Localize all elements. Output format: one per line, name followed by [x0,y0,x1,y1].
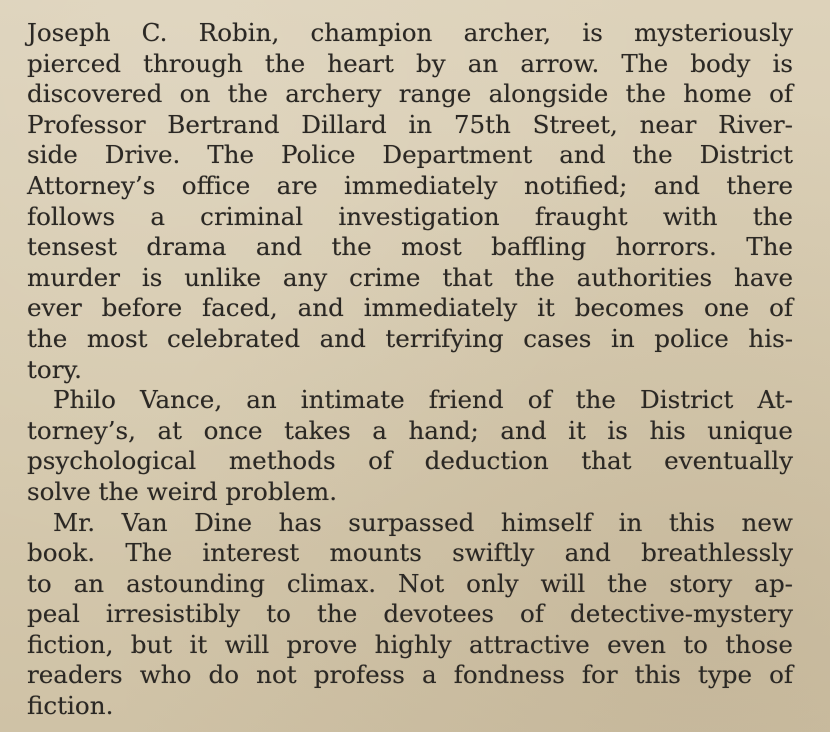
text-line: psychological methods of deduction that eventually [27,446,793,476]
text-line: tory. [27,354,82,384]
text-line: Professor Bertrand Dillard in 75th Street, near River- [27,109,793,139]
text-line: to an astounding climax. Not only will the story ap- [27,568,793,598]
text-line: readers who do not profess a fondness for this type of [27,660,793,690]
text-line: fiction, but it will prove highly attractive even to those [27,629,793,659]
text-line: book. The interest mounts swiftly and breathlessly [27,538,793,568]
text-line: pierced through the heart by an arrow. The body is [27,48,793,78]
text-line: ever before faced, and immediately it becomes one of [27,293,793,323]
text-line: murder is unlike any crime that the authorities have [27,262,793,292]
book-blurb-text [27,18,793,722]
text-line: Mr. Van Dine has surpassed himself in this new [53,507,793,537]
paragraph-1 [27,18,793,385]
text-line: Attorney’s office are immediately notified; and there [27,170,793,200]
paragraph-3 [27,508,793,722]
text-line: side Drive. The Police Department and the District [27,140,793,170]
text-line: fiction. [27,691,114,721]
text-line: solve the weird problem. [27,476,338,506]
text-line: peal irresistibly to the devotees of detective-mystery [27,599,793,629]
text-line: the most celebrated and terrifying cases in police his- [27,323,793,353]
text-line: Philo Vance, an intimate friend of the District At- [53,385,793,415]
text-line: follows a criminal investigation fraught with the [27,201,793,231]
text-line: Joseph C. Robin, champion archer, is mysteriously [27,18,793,47]
text-line: discovered on the archery range alongside the home of [27,79,793,109]
text-line: tensest drama and the most baffling horrors. The [27,232,793,262]
paragraph-2 [27,385,793,507]
text-line: torney’s, at once takes a hand; and it is his unique [27,415,793,445]
